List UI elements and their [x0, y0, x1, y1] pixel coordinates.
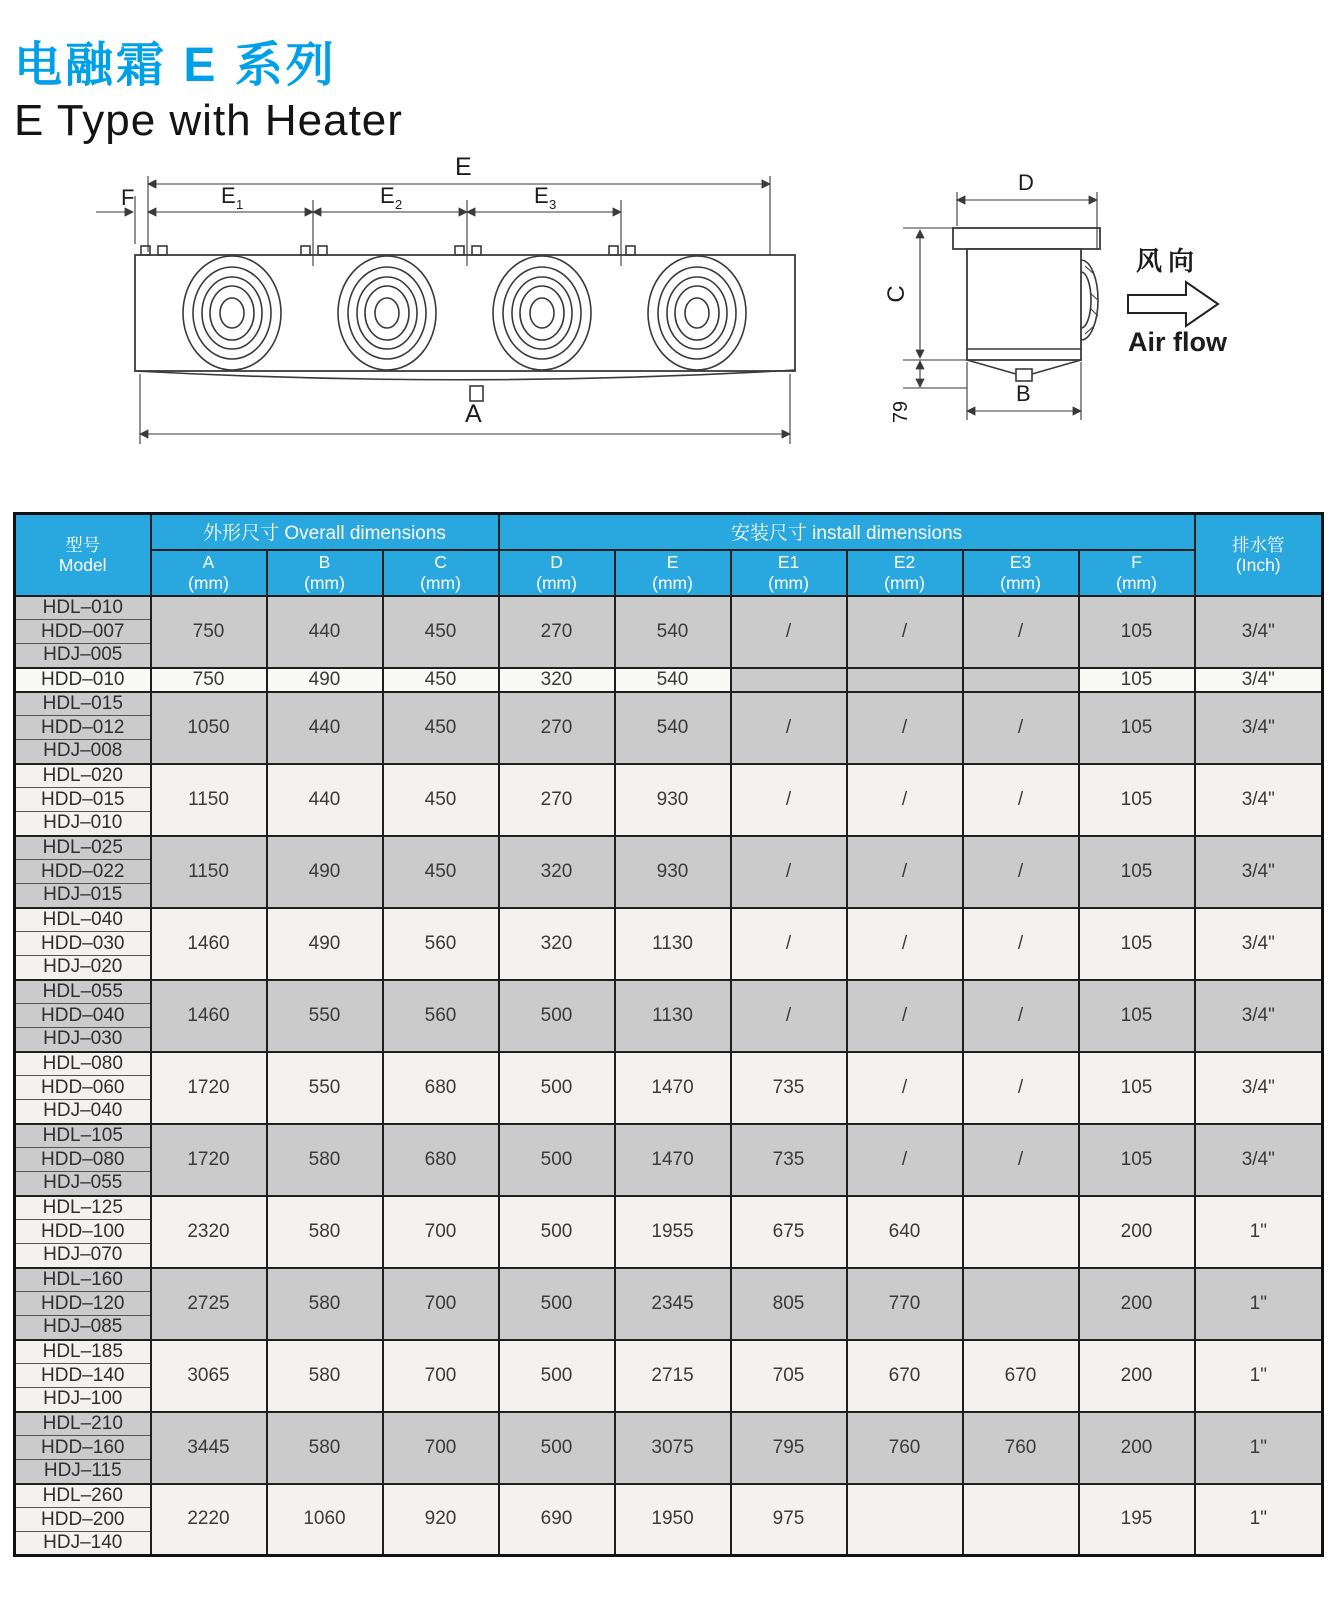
- value-cell: 770: [847, 1268, 963, 1340]
- value-cell: 580: [267, 1124, 383, 1196]
- value-cell: 3/4": [1195, 764, 1323, 836]
- value-cell: /: [963, 1124, 1079, 1196]
- model-cell: HDL–125: [15, 1196, 151, 1220]
- model-header-en: Model: [58, 554, 107, 575]
- side-view: [883, 170, 1228, 423]
- value-cell: 735: [731, 1052, 847, 1124]
- value-cell: 1955: [615, 1196, 731, 1268]
- value-cell: 450: [383, 836, 499, 908]
- drain-header-zh: 排水管: [1232, 534, 1285, 555]
- dim-label-e3-sub: 3: [549, 197, 557, 212]
- value-cell: 640: [847, 1196, 963, 1268]
- model-cell: HDD–040: [15, 1004, 151, 1028]
- value-cell: 1460: [151, 980, 267, 1052]
- value-cell: 500: [499, 1340, 615, 1412]
- value-cell: /: [963, 980, 1079, 1052]
- value-cell: /: [731, 764, 847, 836]
- value-cell: 105: [1079, 764, 1195, 836]
- value-cell: 500: [499, 1268, 615, 1340]
- value-cell: [731, 668, 847, 692]
- technical-drawing: [0, 148, 1333, 478]
- model-cell: HDD–100: [15, 1220, 151, 1244]
- value-cell: 490: [267, 836, 383, 908]
- model-cell: HDJ–070: [15, 1244, 151, 1268]
- value-cell: 700: [383, 1268, 499, 1340]
- value-cell: 270: [499, 692, 615, 764]
- table-row: [15, 1196, 1323, 1220]
- table-row: [15, 764, 1323, 788]
- col-header-a: A (mm): [151, 550, 267, 596]
- value-cell: 3/4": [1195, 1124, 1323, 1196]
- value-cell: 750: [151, 596, 267, 668]
- value-cell: /: [963, 836, 1079, 908]
- value-cell: [963, 1196, 1079, 1268]
- value-cell: 270: [499, 596, 615, 668]
- value-cell: 200: [1079, 1340, 1195, 1412]
- wind-direction-label-zh: 风向: [1136, 246, 1201, 276]
- value-cell: 760: [963, 1412, 1079, 1484]
- value-cell: /: [847, 980, 963, 1052]
- value-cell: 1470: [615, 1052, 731, 1124]
- table-row: [15, 1340, 1323, 1364]
- value-cell: 1": [1195, 1340, 1323, 1412]
- mounting-tabs: [141, 246, 635, 255]
- value-cell: 1460: [151, 908, 267, 980]
- col-header-c: C (mm): [383, 550, 499, 596]
- value-cell: 930: [615, 836, 731, 908]
- value-cell: [963, 668, 1079, 692]
- value-cell: 700: [383, 1412, 499, 1484]
- value-cell: 560: [383, 980, 499, 1052]
- model-cell: HDL–025: [15, 836, 151, 860]
- unit-body-front: [135, 255, 795, 371]
- value-cell: 450: [383, 668, 499, 692]
- col-header-e1: E1 (mm): [731, 550, 847, 596]
- value-cell: 3/4": [1195, 596, 1323, 668]
- value-cell: 920: [383, 1484, 499, 1556]
- col-header-drain-pipe: [1195, 514, 1323, 596]
- value-cell: 540: [615, 668, 731, 692]
- value-cell: 200: [1079, 1196, 1195, 1268]
- value-cell: 105: [1079, 908, 1195, 980]
- value-cell: 105: [1079, 1052, 1195, 1124]
- value-cell: 1": [1195, 1484, 1323, 1556]
- model-cell: HDL–040: [15, 908, 151, 932]
- model-cell: HDL–160: [15, 1268, 151, 1292]
- value-cell: 200: [1079, 1412, 1195, 1484]
- dim-label-c: C: [883, 285, 910, 303]
- drain-taper: [967, 360, 1081, 374]
- model-cell: HDD–007: [15, 620, 151, 644]
- col-header-e: E (mm): [615, 550, 731, 596]
- drain-stub-front: [470, 386, 483, 401]
- value-cell: 540: [615, 692, 731, 764]
- model-cell: HDD–012: [15, 716, 151, 740]
- value-cell: 670: [963, 1340, 1079, 1412]
- model-cell: HDD–010: [15, 668, 151, 692]
- table-row: [15, 980, 1323, 1004]
- model-cell: HDL–210: [15, 1412, 151, 1436]
- value-cell: 580: [267, 1412, 383, 1484]
- value-cell: 440: [267, 764, 383, 836]
- value-cell: 490: [267, 668, 383, 692]
- value-cell: 700: [383, 1340, 499, 1412]
- value-cell: [963, 1484, 1079, 1556]
- value-cell: 320: [499, 668, 615, 692]
- dim-label-a: A: [465, 400, 482, 428]
- page-title-zh: 电融霜 E 系列: [14, 39, 337, 92]
- value-cell: 1": [1195, 1412, 1323, 1484]
- value-cell: /: [731, 596, 847, 668]
- value-cell: 500: [499, 1412, 615, 1484]
- value-cell: /: [847, 1052, 963, 1124]
- value-cell: 680: [383, 1052, 499, 1124]
- value-cell: /: [963, 692, 1079, 764]
- value-cell: /: [731, 836, 847, 908]
- model-cell: HDL–260: [15, 1484, 151, 1508]
- drain-header-unit: (Inch): [1235, 554, 1281, 575]
- value-cell: 2320: [151, 1196, 267, 1268]
- model-cell: HDD–015: [15, 788, 151, 812]
- model-cell: HDL–105: [15, 1124, 151, 1148]
- value-cell: 1150: [151, 764, 267, 836]
- model-cell: HDL–080: [15, 1052, 151, 1076]
- value-cell: 975: [731, 1484, 847, 1556]
- value-cell: 1470: [615, 1124, 731, 1196]
- value-cell: 3/4": [1195, 980, 1323, 1052]
- table-row: [15, 908, 1323, 932]
- model-cell: HDL–020: [15, 764, 151, 788]
- value-cell: 3075: [615, 1412, 731, 1484]
- value-cell: 105: [1079, 836, 1195, 908]
- col-header-e2: E2 (mm): [847, 550, 963, 596]
- value-cell: 1130: [615, 908, 731, 980]
- model-cell: HDD–030: [15, 932, 151, 956]
- table-row: [15, 1484, 1323, 1508]
- value-cell: 750: [151, 668, 267, 692]
- value-cell: 270: [499, 764, 615, 836]
- model-header-zh: 型号: [65, 534, 101, 555]
- value-cell: 450: [383, 692, 499, 764]
- value-cell: 735: [731, 1124, 847, 1196]
- drain-stub-side: [1016, 369, 1032, 381]
- air-flow-label: Air flow: [1128, 327, 1227, 357]
- front-view: [96, 153, 795, 444]
- value-cell: 3/4": [1195, 668, 1323, 692]
- value-cell: 105: [1079, 692, 1195, 764]
- dim-label-79: 79: [890, 400, 912, 424]
- model-cell: HDL–015: [15, 692, 151, 716]
- value-cell: 105: [1079, 596, 1195, 668]
- value-cell: 550: [267, 1052, 383, 1124]
- model-cell: HDJ–008: [15, 740, 151, 764]
- value-cell: /: [963, 596, 1079, 668]
- dim-label-b: B: [1016, 381, 1031, 406]
- value-cell: 580: [267, 1340, 383, 1412]
- value-cell: 1130: [615, 980, 731, 1052]
- value-cell: /: [847, 908, 963, 980]
- table-row: [15, 668, 1323, 692]
- value-cell: /: [963, 1052, 1079, 1124]
- model-cell: HDJ–020: [15, 956, 151, 980]
- value-cell: 930: [615, 764, 731, 836]
- model-cell: HDJ–100: [15, 1388, 151, 1412]
- model-cell: HDD–022: [15, 860, 151, 884]
- value-cell: 680: [383, 1124, 499, 1196]
- value-cell: 450: [383, 764, 499, 836]
- col-header-b: B (mm): [267, 550, 383, 596]
- value-cell: /: [963, 908, 1079, 980]
- model-cell: HDJ–115: [15, 1460, 151, 1484]
- model-cell: HDD–060: [15, 1076, 151, 1100]
- value-cell: /: [847, 836, 963, 908]
- model-cell: HDJ–015: [15, 884, 151, 908]
- value-cell: 500: [499, 1124, 615, 1196]
- value-cell: 760: [847, 1412, 963, 1484]
- model-cell: HDJ–030: [15, 1028, 151, 1052]
- dim-label-f: F: [121, 185, 135, 210]
- value-cell: /: [731, 908, 847, 980]
- value-cell: 550: [267, 980, 383, 1052]
- value-cell: 3/4": [1195, 908, 1323, 980]
- value-cell: [847, 1484, 963, 1556]
- model-cell: HDD–140: [15, 1364, 151, 1388]
- value-cell: 105: [1079, 668, 1195, 692]
- dim-label-e3: E: [534, 183, 549, 208]
- air-flow-arrow-icon: [1128, 282, 1218, 326]
- value-cell: /: [731, 692, 847, 764]
- table-row: [15, 596, 1323, 620]
- table-row: [15, 692, 1323, 716]
- table-row: [15, 1268, 1323, 1292]
- value-cell: 670: [847, 1340, 963, 1412]
- col-header-model: [15, 514, 151, 596]
- model-cell: HDD–080: [15, 1148, 151, 1172]
- value-cell: 3/4": [1195, 836, 1323, 908]
- value-cell: /: [847, 764, 963, 836]
- table-row: [15, 1052, 1323, 1076]
- dim-label-e1-sub: 1: [236, 197, 244, 212]
- value-cell: 3065: [151, 1340, 267, 1412]
- value-cell: 1720: [151, 1052, 267, 1124]
- value-cell: 795: [731, 1412, 847, 1484]
- value-cell: 1050: [151, 692, 267, 764]
- value-cell: 690: [499, 1484, 615, 1556]
- value-cell: 580: [267, 1196, 383, 1268]
- value-cell: 320: [499, 836, 615, 908]
- table-body: [15, 596, 1323, 1556]
- table-row: [15, 836, 1323, 860]
- value-cell: 200: [1079, 1268, 1195, 1340]
- table-row: [15, 1412, 1323, 1436]
- table-row: [15, 1124, 1323, 1148]
- model-cell: HDD–120: [15, 1292, 151, 1316]
- fan-grill: [1081, 260, 1098, 340]
- value-cell: 580: [267, 1268, 383, 1340]
- model-cell: HDJ–005: [15, 644, 151, 668]
- value-cell: 195: [1079, 1484, 1195, 1556]
- value-cell: [963, 1268, 1079, 1340]
- value-cell: 2220: [151, 1484, 267, 1556]
- col-header-d: D (mm): [499, 550, 615, 596]
- value-cell: 1": [1195, 1196, 1323, 1268]
- page-title-en: E Type with Heater: [14, 96, 403, 145]
- value-cell: 700: [383, 1196, 499, 1268]
- value-cell: 500: [499, 980, 615, 1052]
- value-cell: 440: [267, 692, 383, 764]
- value-cell: 805: [731, 1268, 847, 1340]
- value-cell: 500: [499, 1196, 615, 1268]
- value-cell: 560: [383, 908, 499, 980]
- model-cell: HDJ–085: [15, 1316, 151, 1340]
- value-cell: 490: [267, 908, 383, 980]
- value-cell: 2715: [615, 1340, 731, 1412]
- value-cell: 3445: [151, 1412, 267, 1484]
- header-row-groups: [15, 514, 1323, 550]
- value-cell: 440: [267, 596, 383, 668]
- top-flange: [953, 228, 1100, 249]
- model-cell: HDL–055: [15, 980, 151, 1004]
- unit-body-side: [967, 249, 1081, 360]
- value-cell: 540: [615, 596, 731, 668]
- col-group-overall-dimensions: 外形尺寸 Overall dimensions: [151, 514, 499, 550]
- value-cell: /: [731, 980, 847, 1052]
- value-cell: 1": [1195, 1268, 1323, 1340]
- value-cell: /: [847, 1124, 963, 1196]
- value-cell: 1150: [151, 836, 267, 908]
- model-cell: HDD–200: [15, 1508, 151, 1532]
- model-cell: HDJ–040: [15, 1100, 151, 1124]
- value-cell: 450: [383, 596, 499, 668]
- dim-label-e2: E: [380, 183, 395, 208]
- model-cell: HDL–010: [15, 596, 151, 620]
- model-cell: HDD–160: [15, 1436, 151, 1460]
- value-cell: /: [847, 692, 963, 764]
- value-cell: 2725: [151, 1268, 267, 1340]
- value-cell: 1720: [151, 1124, 267, 1196]
- dim-label-e1: E: [221, 183, 236, 208]
- value-cell: 1060: [267, 1484, 383, 1556]
- value-cell: 105: [1079, 1124, 1195, 1196]
- model-cell: HDJ–140: [15, 1532, 151, 1556]
- value-cell: 2345: [615, 1268, 731, 1340]
- model-cell: HDJ–010: [15, 812, 151, 836]
- value-cell: 105: [1079, 980, 1195, 1052]
- value-cell: /: [963, 764, 1079, 836]
- header-row-columns: [15, 550, 1323, 596]
- dim-label-e2-sub: 2: [395, 197, 403, 212]
- dim-label-e: E: [455, 153, 472, 181]
- value-cell: 3/4": [1195, 1052, 1323, 1124]
- value-cell: 500: [499, 1052, 615, 1124]
- value-cell: 3/4": [1195, 692, 1323, 764]
- value-cell: 675: [731, 1196, 847, 1268]
- model-cell: HDL–185: [15, 1340, 151, 1364]
- dimensions-table: [13, 512, 1324, 1557]
- dim-label-d: D: [1018, 170, 1034, 195]
- value-cell: 1950: [615, 1484, 731, 1556]
- value-cell: [847, 668, 963, 692]
- value-cell: /: [847, 596, 963, 668]
- col-header-f: F (mm): [1079, 550, 1195, 596]
- col-header-e3: E3 (mm): [963, 550, 1079, 596]
- col-group-install-dimensions: 安装尺寸 install dimensions: [499, 514, 1195, 550]
- model-cell: HDJ–055: [15, 1172, 151, 1196]
- value-cell: 320: [499, 908, 615, 980]
- value-cell: 705: [731, 1340, 847, 1412]
